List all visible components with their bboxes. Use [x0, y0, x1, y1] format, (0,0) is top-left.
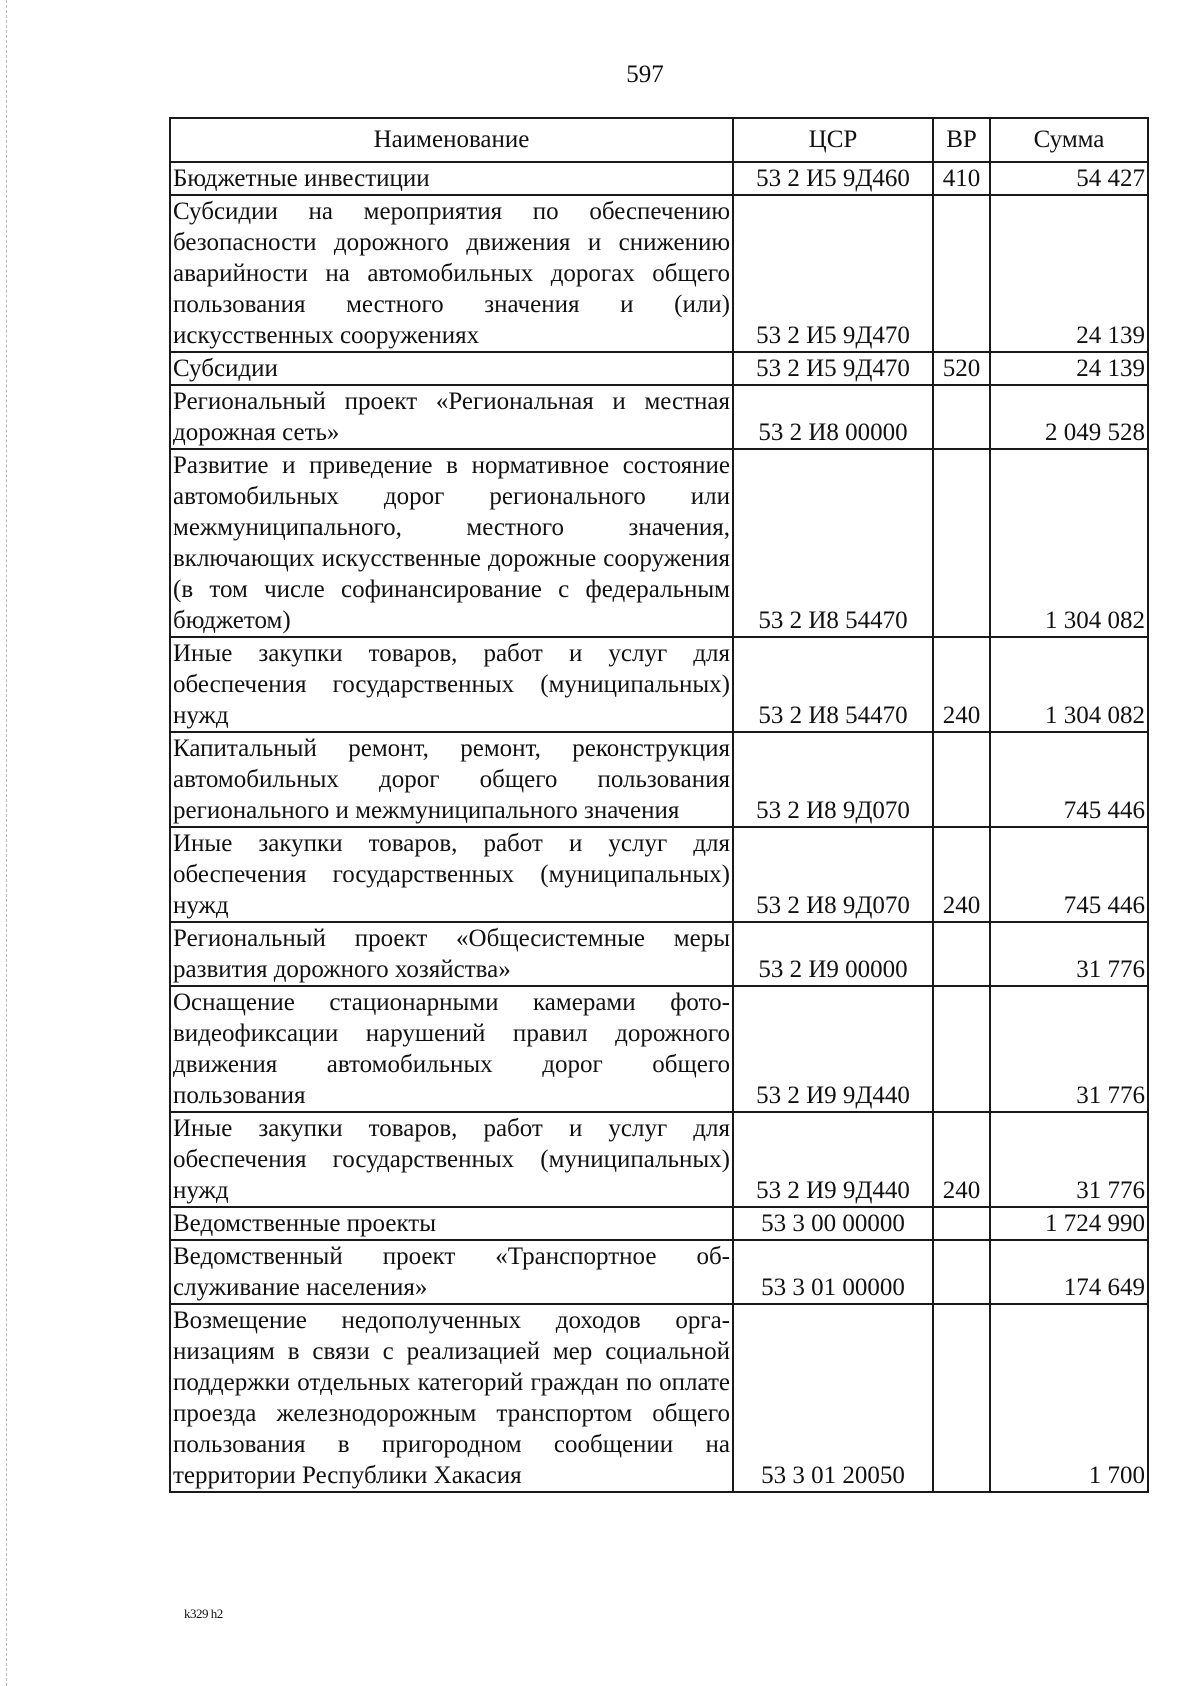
table-row	[170, 449, 1148, 637]
row-csr: 53 2 И9 9Д440	[733, 986, 933, 1112]
row-csr: 53 2 И9 00000	[733, 922, 933, 986]
row-sum: 54 427	[990, 162, 1148, 195]
table-row	[170, 1112, 1148, 1207]
row-name: Оснащение стационарными камерами фото-видеофиксации нарушений правил дорожного движения автомобильных дорог общего пользования	[170, 986, 733, 1112]
table-row	[170, 1240, 1148, 1304]
table-row	[170, 986, 1148, 1112]
row-sum: 31 776	[990, 1112, 1148, 1207]
row-csr: 53 2 И8 54470	[733, 637, 933, 732]
row-csr: 53 2 И5 9Д470	[733, 352, 933, 385]
row-vr	[933, 385, 990, 449]
row-vr	[933, 1240, 990, 1304]
row-sum: 24 139	[990, 195, 1148, 352]
row-sum: 31 776	[990, 922, 1148, 986]
row-sum: 1 724 990	[990, 1207, 1148, 1240]
row-vr: 240	[933, 1112, 990, 1207]
row-name: Иные закупки товаров, работ и услуг для обеспечения государственных (муниципальных) нужд	[170, 827, 733, 922]
row-name: Капитальный ремонт, ремонт, реконструкция автомобильных дорог общего пользования регионального и межмуниципального значения	[170, 732, 733, 827]
table-row	[170, 1207, 1148, 1240]
row-name: Иные закупки товаров, работ и услуг для обеспечения государственных (муниципальных) нужд	[170, 637, 733, 732]
row-sum: 174 649	[990, 1240, 1148, 1304]
row-sum: 745 446	[990, 732, 1148, 827]
row-csr: 53 3 01 00000	[733, 1240, 933, 1304]
row-sum: 2 049 528	[990, 385, 1148, 449]
row-csr: 53 2 И8 00000	[733, 385, 933, 449]
row-vr	[933, 449, 990, 637]
table-row	[170, 352, 1148, 385]
header-csr: ЦСР	[733, 118, 933, 162]
row-csr: 53 2 И8 9Д070	[733, 827, 933, 922]
table-row	[170, 1304, 1148, 1492]
header-name: Наименование	[170, 118, 733, 162]
row-csr: 53 2 И8 9Д070	[733, 732, 933, 827]
row-name: Региональный проект «Региональная и местная дорожная сеть»	[170, 385, 733, 449]
row-vr	[933, 1207, 990, 1240]
budget-table	[169, 117, 1149, 1493]
row-name: Развитие и приведение в нормативное состояние автомобильных дорог регионального или межмуниципального, местного значения, включающих искусственные дорожные сооружения (в том числе софинансирование с федеральным бюджетом)	[170, 449, 733, 637]
table-row	[170, 385, 1148, 449]
row-sum: 745 446	[990, 827, 1148, 922]
row-vr: 520	[933, 352, 990, 385]
row-name: Субсидии	[170, 352, 733, 385]
row-vr: 410	[933, 162, 990, 195]
header-sum: Сумма	[990, 118, 1148, 162]
footer-code: k329 h2	[184, 1606, 223, 1621]
row-csr: 53 2 И5 9Д460	[733, 162, 933, 195]
row-name: Региональный проект «Общесистемные меры развития дорожного хозяйства»	[170, 922, 733, 986]
row-vr	[933, 195, 990, 352]
row-csr: 53 3 01 20050	[733, 1304, 933, 1492]
row-sum: 1 700	[990, 1304, 1148, 1492]
row-vr	[933, 1304, 990, 1492]
row-name: Ведомственные проекты	[170, 1207, 733, 1240]
scan-edge-line	[6, 0, 7, 1686]
row-vr	[933, 986, 990, 1112]
row-csr: 53 2 И8 54470	[733, 449, 933, 637]
page-number: 597	[626, 61, 664, 88]
header-vr: ВР	[933, 118, 990, 162]
table-row	[170, 732, 1148, 827]
table-header-row	[170, 118, 1148, 162]
row-name: Возмещение недополученных доходов организациям в связи с реализацией мер социальной поддержки отдельных категорий граждан по оплате проезда железнодорожным транспортом общего пользования в пригородном сообщении на территории Республики Хакасия	[170, 1304, 733, 1492]
row-sum: 1 304 082	[990, 637, 1148, 732]
table-row	[170, 827, 1148, 922]
row-csr: 53 3 00 00000	[733, 1207, 933, 1240]
row-sum: 24 139	[990, 352, 1148, 385]
row-name: Бюджетные инвестиции	[170, 162, 733, 195]
row-name: Субсидии на мероприятия по обеспечению безопасности дорожного движения и снижению аварийности на автомобильных дорогах общего пользования местного значения и (или) искусственных сооружениях	[170, 195, 733, 352]
row-sum: 31 776	[990, 986, 1148, 1112]
row-vr: 240	[933, 637, 990, 732]
row-vr: 240	[933, 827, 990, 922]
row-name: Иные закупки товаров, работ и услуг для обеспечения государственных (муниципальных) нужд	[170, 1112, 733, 1207]
row-csr: 53 2 И5 9Д470	[733, 195, 933, 352]
table-row	[170, 162, 1148, 195]
table-row	[170, 922, 1148, 986]
table-row	[170, 195, 1148, 352]
row-name: Ведомственный проект «Транспортное обслуживание населения»	[170, 1240, 733, 1304]
row-vr	[933, 732, 990, 827]
row-sum: 1 304 082	[990, 449, 1148, 637]
row-csr: 53 2 И9 9Д440	[733, 1112, 933, 1207]
table-row	[170, 637, 1148, 732]
row-vr	[933, 922, 990, 986]
